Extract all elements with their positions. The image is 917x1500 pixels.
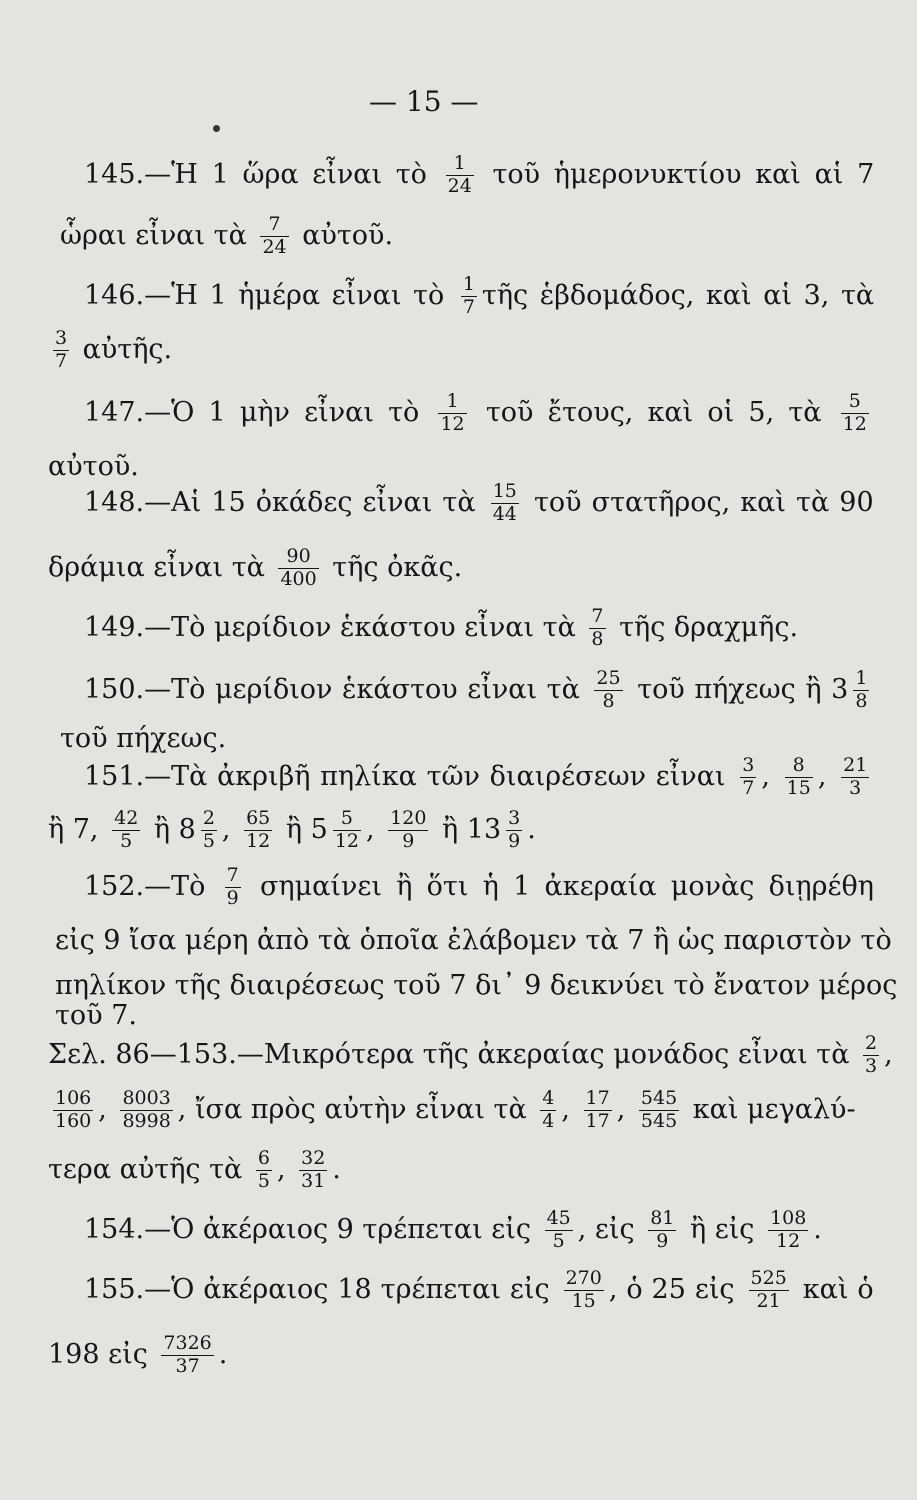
fraction-numerator: 15	[492, 480, 517, 502]
fraction-denominator: 12	[334, 829, 359, 852]
fraction-denominator: 4	[542, 1109, 555, 1132]
fraction-denominator: 31	[301, 1169, 326, 1192]
text-run: 147.—Ὁ 1 μὴν εἶναι τὸ	[84, 396, 434, 428]
text-line	[84, 275, 874, 318]
text-run: ,	[221, 813, 240, 845]
text-run: δράμια εἶναι τὰ	[48, 551, 274, 583]
text-run: τοῦ 7.	[55, 1000, 137, 1031]
fraction	[639, 1089, 679, 1132]
fraction-numerator: 3	[55, 327, 68, 349]
text-run: καὶ ὁ	[793, 1273, 874, 1305]
fraction-denominator: 3	[849, 776, 862, 799]
text-line	[48, 329, 172, 372]
fraction	[594, 669, 622, 712]
text-run: τῆς ὀκᾶς.	[323, 551, 463, 583]
text-line	[84, 669, 874, 712]
fraction-numerator: 2	[202, 807, 215, 829]
text-line	[55, 927, 892, 954]
fraction-denominator: 12	[842, 412, 867, 435]
text-run: ,	[276, 1153, 295, 1185]
text-line	[84, 392, 874, 435]
fraction	[438, 392, 466, 435]
fraction	[244, 809, 272, 852]
text-run: τερα αὐτῆς τὰ	[48, 1153, 251, 1185]
fraction-denominator: 400	[280, 567, 317, 590]
text-line	[60, 215, 393, 258]
fraction	[491, 482, 519, 525]
text-run: 148.—Αἱ 15 ὀκάδες εἶναι τὰ	[84, 486, 486, 518]
text-run: ὧραι εἶναι τὰ	[60, 219, 256, 251]
text-line	[48, 1089, 856, 1132]
text-run: ἢ 7,	[48, 813, 108, 845]
fraction-numerator: 5	[333, 809, 361, 831]
fraction-denominator: 7	[742, 776, 755, 799]
text-run: αὐτοῦ.	[48, 451, 139, 482]
fraction-denominator: 12	[440, 412, 465, 435]
fraction-numerator: 1	[446, 154, 474, 176]
fraction	[388, 809, 428, 852]
text-run: εἰς 9 ἴσα μέρη ἀπὸ τὰ ὁποῖα ἐλάβομεν τὰ 7 ἢ ὡς παριστὸν τὸ	[55, 925, 892, 956]
text-run: ,	[561, 1093, 579, 1125]
text-line	[48, 547, 462, 590]
fraction	[53, 1089, 93, 1132]
text-run: 198 εἰς	[48, 1338, 157, 1370]
fraction-numerator: 525	[750, 1267, 787, 1289]
fraction-numerator: 65	[246, 807, 271, 829]
fraction	[161, 1334, 213, 1377]
text-line	[55, 972, 897, 999]
fraction-numerator: 8	[785, 756, 813, 778]
fraction-numerator: 32	[301, 1147, 326, 1169]
text-run: , ἴσα πρὸς αὐτὴν εἶναι τὰ	[177, 1093, 536, 1125]
fraction-denominator: 44	[492, 502, 517, 525]
fraction-numerator: 108	[770, 1207, 807, 1229]
text-run: 149.—Τὸ μερίδιον ἑκάστου εἶναι τὰ	[84, 611, 585, 643]
text-run: τοῦ πήχεως.	[60, 723, 227, 754]
fraction	[201, 809, 217, 852]
text-run: 146.—Ἡ 1 ἡμέρα εἶναι τὸ	[84, 279, 456, 311]
text-run: 145.—Ἡ 1 ὥρα εἶναι τὸ	[84, 158, 441, 190]
text-run: 154.—Ὁ ἀκέραιος 9 τρέπεται εἰς	[84, 1213, 540, 1245]
fraction	[589, 607, 605, 650]
text-line	[84, 756, 874, 799]
text-line	[48, 453, 139, 480]
text-run: .	[813, 1213, 822, 1245]
text-run: , εἰς	[577, 1213, 644, 1245]
fraction	[564, 1269, 604, 1312]
fraction-numerator: 106	[55, 1087, 92, 1109]
text-line	[84, 1269, 874, 1312]
text-run: ,	[366, 813, 384, 845]
fraction	[768, 1209, 808, 1252]
text-run: ἢ εἰς	[681, 1213, 764, 1245]
fraction-denominator: 5	[120, 829, 133, 852]
fraction	[299, 1149, 327, 1192]
text-run: ἢ 13	[433, 813, 502, 845]
text-line	[48, 1149, 341, 1192]
fraction	[841, 756, 869, 799]
fraction-denominator: 5	[552, 1229, 565, 1252]
text-run: ,	[616, 1093, 634, 1125]
text-run: .	[527, 813, 536, 845]
fraction	[256, 1149, 272, 1192]
fraction-denominator: 7	[55, 349, 68, 372]
fraction	[545, 1209, 573, 1252]
text-run: .	[218, 1338, 228, 1370]
fraction-numerator: 5	[841, 392, 869, 414]
fraction-numerator: 270	[565, 1267, 602, 1289]
text-line	[84, 607, 798, 650]
text-run: ,	[817, 760, 837, 792]
fraction-denominator: 8	[855, 689, 868, 712]
fraction-denominator: 12	[776, 1229, 801, 1252]
fraction-denominator: 24	[447, 174, 472, 197]
text-line	[48, 809, 536, 852]
text-run: τοῦ ἔτους, καὶ οἱ 5, τὰ	[471, 396, 836, 428]
text-run: πηλίκον τῆς διαιρέσεως τοῦ 7 δι᾽ 9 δεικνύει τὸ ἔνατον μέρος	[55, 970, 898, 1001]
fraction-numerator: 7	[591, 605, 604, 627]
fraction	[120, 1089, 172, 1132]
text-run: τοῦ πήχεως ἢ 3	[627, 673, 849, 705]
text-run: 151.—Τὰ ἀκριβῆ πηλίκα τῶν διαιρέσεων εἶναι	[84, 760, 736, 792]
fraction	[749, 1269, 789, 1312]
fraction-numerator: 1	[462, 273, 475, 295]
page-number: — 15 —	[369, 85, 479, 118]
text-run: , ὁ 25 εἰς	[608, 1273, 744, 1305]
fraction	[584, 1089, 612, 1132]
fraction-numerator: 1	[438, 392, 466, 414]
fraction	[841, 392, 869, 435]
fraction	[53, 329, 69, 372]
fraction-denominator: 9	[656, 1229, 669, 1252]
fraction-numerator: 42	[114, 807, 139, 829]
fraction-denominator: 9	[508, 829, 521, 852]
text-line	[48, 1334, 227, 1377]
fraction-denominator: 37	[175, 1354, 200, 1377]
text-run: 155.—Ὁ ἀκέραιος 18 τρέπεται εἰς	[84, 1273, 559, 1305]
fraction-numerator: 45	[546, 1207, 571, 1229]
fraction	[740, 756, 756, 799]
fraction-numerator: 90	[278, 547, 318, 569]
fraction-numerator: 6	[257, 1147, 270, 1169]
text-line	[84, 866, 874, 909]
fraction-numerator: 4	[542, 1087, 555, 1109]
fraction	[863, 1034, 879, 1077]
fraction	[112, 809, 140, 852]
print-speck	[213, 125, 220, 132]
fraction-denominator: 3	[865, 1054, 878, 1077]
text-run: τῆς δραχμῆς.	[610, 611, 799, 643]
text-line	[84, 1209, 822, 1252]
text-run: καὶ μεγαλύ-	[684, 1093, 856, 1125]
fraction	[278, 547, 318, 590]
fraction-denominator: 7	[462, 295, 475, 318]
text-run: ,	[98, 1093, 116, 1125]
fraction	[446, 154, 474, 197]
fraction	[853, 669, 869, 712]
fraction-denominator: 8	[602, 689, 615, 712]
fraction-denominator: 9	[226, 886, 239, 909]
fraction	[540, 1089, 556, 1132]
text-line	[84, 482, 874, 525]
text-run: ἢ 5	[277, 813, 328, 845]
fraction	[260, 215, 288, 258]
fraction-denominator: 5	[202, 829, 215, 852]
text-run: ,	[761, 760, 780, 792]
fraction-numerator: 3	[742, 754, 755, 776]
fraction-denominator: 15	[571, 1289, 596, 1312]
text-line	[84, 154, 874, 197]
text-run: .	[332, 1153, 341, 1185]
fraction-denominator: 160	[55, 1109, 92, 1132]
fraction-denominator: 24	[262, 235, 287, 258]
text-line	[60, 725, 226, 752]
fraction-numerator: 8003	[122, 1087, 171, 1109]
fraction-numerator: 545	[640, 1087, 678, 1109]
fraction	[333, 809, 361, 852]
fraction	[225, 866, 241, 909]
text-run: αὐτοῦ.	[293, 219, 394, 251]
text-run: ἢ 8	[145, 813, 196, 845]
text-run: ,	[884, 1038, 893, 1070]
text-line	[48, 1034, 893, 1077]
fraction-denominator: 12	[246, 829, 271, 852]
fraction-numerator: 25	[596, 667, 621, 689]
text-run: τοῦ στατῆρος, καὶ τὰ 90	[523, 486, 874, 518]
fraction-denominator: 21	[756, 1289, 781, 1312]
text-run: αὐτῆς.	[74, 333, 173, 365]
fraction-numerator: 21	[843, 754, 868, 776]
fraction-numerator: 17	[585, 1087, 610, 1109]
text-line	[55, 1002, 137, 1029]
text-run: τῆς ἑβδομάδος, καὶ αἱ 3, τὰ	[481, 279, 875, 311]
text-run: σημαίνει ἢ ὅτι ἡ 1 ἀκεραία μονὰς διῃρέθη	[245, 870, 874, 902]
fraction-denominator: 15	[786, 776, 811, 799]
fraction-numerator: 3	[508, 807, 521, 829]
fraction-denominator: 9	[402, 829, 415, 852]
text-run: τοῦ ἡμερονυκτίου καὶ αἱ 7	[478, 158, 875, 190]
fraction-denominator: 8998	[122, 1109, 171, 1132]
fraction	[648, 1209, 676, 1252]
fraction	[461, 275, 477, 318]
fraction-denominator: 17	[585, 1109, 610, 1132]
fraction-numerator: 7326	[163, 1332, 212, 1354]
fraction-numerator: 7	[226, 864, 239, 886]
fraction-denominator: 8	[591, 627, 604, 650]
fraction-denominator: 545	[640, 1109, 678, 1132]
fraction-numerator: 2	[865, 1032, 878, 1054]
fraction-numerator: 81	[650, 1207, 675, 1229]
fraction-numerator: 120	[390, 807, 427, 829]
fraction	[785, 756, 813, 799]
text-run: Σελ. 86—153.—Μικρότερα τῆς ἀκεραίας μονάδος εἶναι τὰ	[48, 1038, 859, 1070]
fraction-numerator: 7	[260, 215, 288, 237]
fraction-denominator: 5	[257, 1169, 270, 1192]
text-run: 152.—Τὸ	[84, 870, 220, 902]
text-run: 150.—Τὸ μερίδιον ἑκάστου εἶναι τὰ	[84, 673, 590, 705]
fraction	[506, 809, 522, 852]
fraction-numerator: 1	[855, 667, 868, 689]
